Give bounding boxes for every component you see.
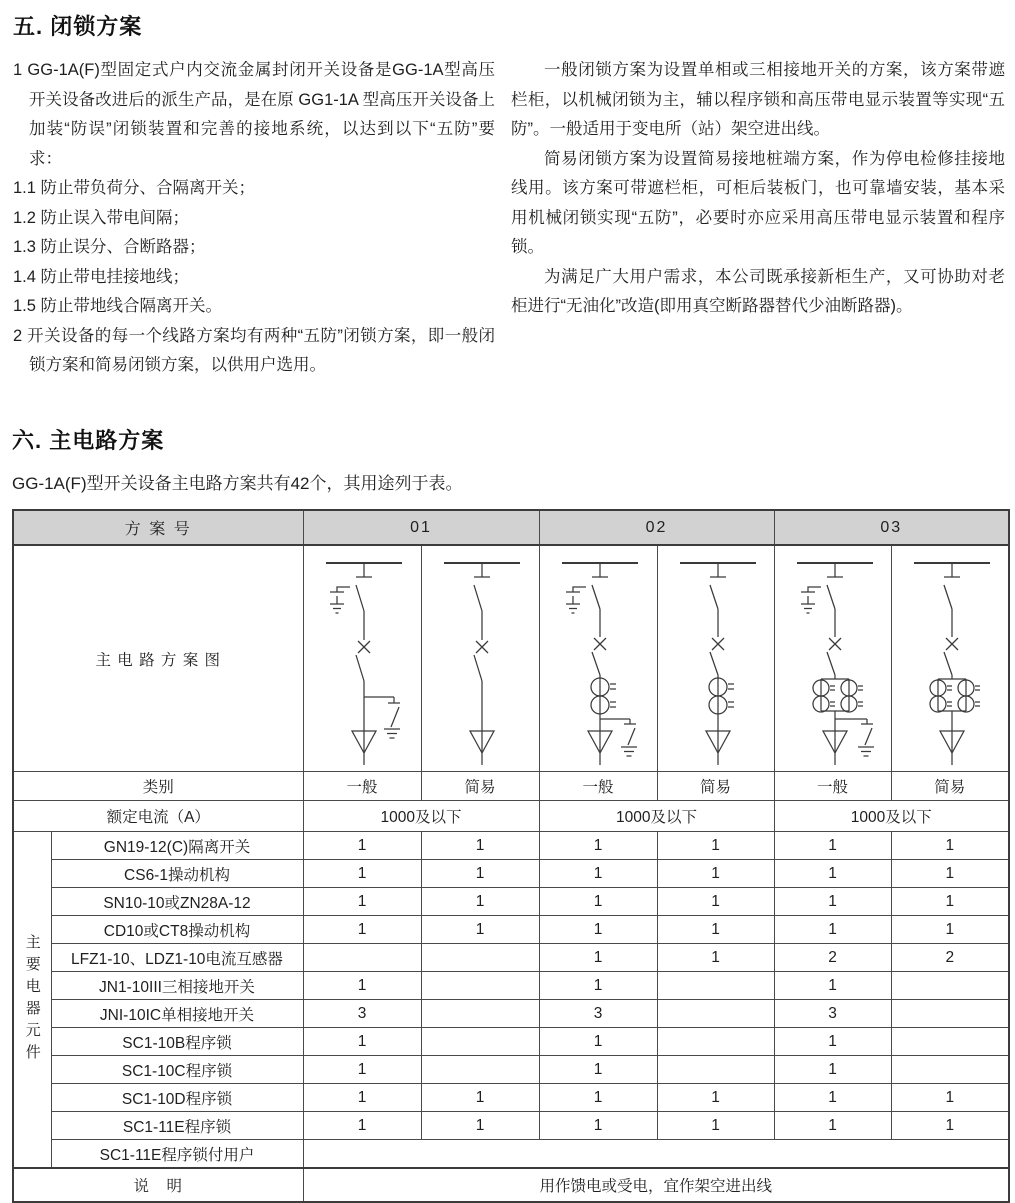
value-cell: 1 [891,832,1009,860]
component-label: GN19-12(C)隔离开关 [51,832,303,860]
value-cell: 1 [774,888,891,916]
value-cell: 1 [539,1056,657,1084]
value-cell: 1 [774,1056,891,1084]
section5-left-column [13,56,495,381]
component-label: JNI-10IC单相接地开关 [51,1000,303,1028]
category-row [13,772,1009,801]
list-item-2: 2 开关设备的每一个线路方案均有两种“五防”闭锁方案，即一般闭锁方案和简易闭锁方案，以供用户选用。 [13,326,495,374]
value-cell: 1 [421,1084,539,1112]
value-cell: 1 [421,832,539,860]
list-item-1-3: 1.3 防止误分、合断路器； [13,238,206,256]
value-cell: 1 [303,1056,421,1084]
value-cell: 1 [891,1084,1009,1112]
rated-current-cell: 1000及以下 [303,801,539,832]
value-cell [657,1028,774,1056]
section6-heading: 六. 主电路方案 [12,428,165,453]
value-cell: 1 [891,916,1009,944]
value-cell [891,1028,1009,1056]
value-cell: 1 [303,1112,421,1140]
value-cell [421,944,539,972]
component-label: CD10或CT8操动机构 [51,916,303,944]
component-row [13,832,1009,860]
value-cell: 1 [303,1028,421,1056]
value-cell: 1 [657,860,774,888]
component-label: JN1-10III三相接地开关 [51,972,303,1000]
value-cell [657,972,774,1000]
value-cell: 1 [421,888,539,916]
value-cell: 1 [774,916,891,944]
diagram-cell-03-simple [891,545,1009,772]
diagram-row [13,545,1009,772]
circuit-diagram-01-simple [422,547,539,770]
main-circuit-table [12,509,1010,1203]
circuit-diagram-01-general [304,547,421,770]
diagram-cell-01-simple [421,545,539,772]
value-cell [421,972,539,1000]
variant-cell: 一般 [774,772,891,801]
value-cell: 1 [774,1112,891,1140]
component-row [13,972,1009,1000]
diagram-cell-03-general [774,545,891,772]
value-cell: 1 [303,888,421,916]
paragraph-simple-locking: 简易闭锁方案为设置简易接地桩端方案，作为停电检修挂接地线用。该方案可带遮栏柜，可柜后装板门，也可靠墙安装，基本采用机械闭锁实现“五防”，必要时亦应采用高压带电显示装置和程序锁。 [511,149,1005,256]
section6-intro: GG-1A(F)型开关设备主电路方案共有42个，其用途列于表。 [12,474,463,493]
component-row [13,1084,1009,1112]
value-cell: 1 [421,1112,539,1140]
component-group-label: 主要电器元件 [23,933,41,1066]
component-row [13,1056,1009,1084]
value-cell: 1 [303,916,421,944]
value-cell: 1 [891,1112,1009,1140]
component-label: SC1-10D程序锁 [51,1084,303,1112]
value-cell: 1 [539,888,657,916]
diagram-row-label: 主 电 路 方 案 图 [13,545,303,772]
section5-heading: 五. 闭锁方案 [13,14,143,39]
value-cell: 3 [303,1000,421,1028]
paragraph-company-note: 为满足广大用户需求，本公司既承接新柜生产，又可协助对老柜进行“无油化”改造(即用真空断路器替代少油断路器)。 [511,267,1005,315]
value-cell: 2 [891,944,1009,972]
value-cell: 1 [303,972,421,1000]
value-cell: 3 [774,1000,891,1028]
value-cell: 3 [539,1000,657,1028]
variant-cell: 一般 [303,772,421,801]
component-row [13,888,1009,916]
list-item-1-2: 1.2 防止误入带电间隔； [13,208,190,227]
component-label: SC1-11E程序锁付用户 [51,1140,303,1169]
component-label: LFZ1-10、LDZ1-10电流互感器 [51,944,303,972]
value-cell [657,1056,774,1084]
value-cell: 1 [303,832,421,860]
list-item-1-1: 1.1 防止带负荷分、合隔离开关； [13,179,256,197]
component-row [13,1140,1009,1169]
variant-cell: 简易 [657,772,774,801]
list-item-1: 1 GG-1A(F)型固定式户内交流金属封闭开关设备是GG-1A型高压开关设备改进后的派生产品，是在原 GG1-1A 型高压开关设备上加装“防误”闭锁装置和完善的接地系统，以达到以下“五防”要求： [13,61,495,168]
circuit-diagram-02-simple [658,547,775,770]
section5-right-column [511,56,1005,381]
component-row [13,944,1009,972]
variant-cell: 一般 [539,772,657,801]
category-label: 类别 [13,772,303,801]
value-cell: 2 [774,944,891,972]
value-cell: 1 [303,860,421,888]
value-cell [303,944,421,972]
section5-columns [13,56,1005,381]
component-label: SC1-10C程序锁 [51,1056,303,1084]
scheme-02-header: 02 [539,510,774,545]
component-row [13,1112,1009,1140]
value-cell [891,1056,1009,1084]
value-cell [891,1000,1009,1028]
value-cell: 1 [891,860,1009,888]
scheme-01-header: 01 [303,510,539,545]
diagram-cell-02-general [539,545,657,772]
value-cell: 1 [539,1028,657,1056]
value-cell: 1 [539,860,657,888]
variant-cell: 简易 [891,772,1009,801]
section-main-circuit-scheme [12,424,1010,1203]
component-label: SC1-11E程序锁 [51,1112,303,1140]
note-row [13,1168,1009,1202]
rated-current-row [13,801,1009,832]
variant-cell: 简易 [421,772,539,801]
component-row [13,916,1009,944]
value-cell: 1 [774,860,891,888]
diagram-cell-01-general [303,545,421,772]
value-cell [421,1000,539,1028]
value-cell: 1 [539,1112,657,1140]
value-cell: 1 [421,916,539,944]
rated-current-cell: 1000及以下 [774,801,1009,832]
value-cell: 1 [657,1084,774,1112]
value-cell: 1 [657,916,774,944]
scheme-number-header: 方 案 号 [13,510,303,545]
value-cell: 1 [539,916,657,944]
rated-current-cell: 1000及以下 [539,801,774,832]
value-cell: 1 [539,1084,657,1112]
value-cell: 1 [774,1084,891,1112]
value-cell: 1 [657,1112,774,1140]
value-cell: 1 [774,832,891,860]
diagram-cell-02-simple [657,545,774,772]
value-cell: 1 [891,888,1009,916]
note-value: 用作馈电或受电，宜作架空进出线 [303,1168,1009,1202]
value-cell: 1 [539,832,657,860]
value-cell: 1 [539,944,657,972]
value-cell: 1 [657,888,774,916]
value-cell [421,1028,539,1056]
section-locking-scheme [13,10,1005,381]
component-label: SN10-10或ZN28A-12 [51,888,303,916]
value-cell: 1 [774,972,891,1000]
component-row [13,1028,1009,1056]
paragraph-general-locking: 一般闭锁方案为设置单相或三相接地开关的方案，该方案带遮栏柜，以机械闭锁为主，辅以程序锁和高压带电显示装置等实现“五防”。一般适用于变电所（站）架空进出线。 [511,61,1005,138]
component-row [13,1000,1009,1028]
component-group-cell [13,832,51,1169]
value-cell: 1 [657,832,774,860]
value-cell [657,1000,774,1028]
scheme-03-header: 03 [774,510,1009,545]
value-cell: 1 [539,972,657,1000]
value-cell: 1 [774,1028,891,1056]
component-label: SC1-10B程序锁 [51,1028,303,1056]
table-header-row [13,510,1009,545]
value-cell: 1 [657,944,774,972]
circuit-diagram-03-simple [892,547,1009,770]
value-cell-merged-empty [303,1140,1009,1169]
list-item-1-4: 1.4 防止带电挂接地线； [13,267,190,286]
circuit-diagram-03-general [775,547,892,770]
list-item-1-5: 1.5 防止带地线合隔离开关。 [13,297,223,315]
value-cell: 1 [303,1084,421,1112]
note-label: 说 明 [13,1168,303,1202]
component-label: CS6-1操动机构 [51,860,303,888]
value-cell [891,972,1009,1000]
circuit-diagram-02-general [540,547,657,770]
value-cell [421,1056,539,1084]
component-row [13,860,1009,888]
rated-current-label: 额定电流（A） [13,801,303,832]
value-cell: 1 [421,860,539,888]
